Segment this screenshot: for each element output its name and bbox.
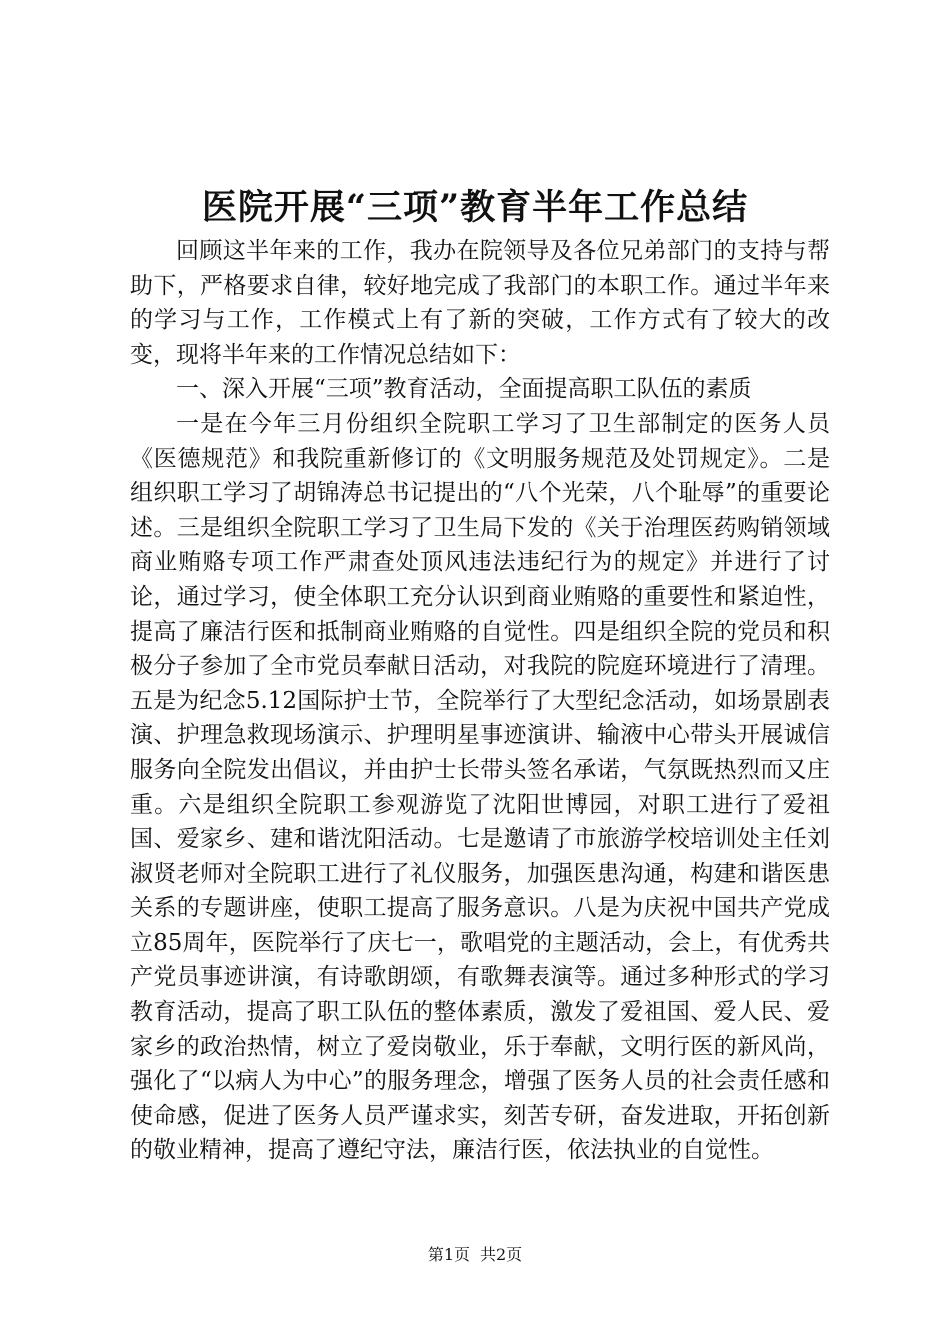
page-footer	[0, 1245, 950, 1265]
document-title: 医院开展“三项”教育半年工作总结	[201, 187, 749, 228]
paragraph-intro: 回顾这半年来的工作，我办在院领导及各位兄弟部门的支持与帮助下，严格要求自律，较好地完成了我部门的本职工作。通过半年来的学习与工作，工作模式上有了新的突破，工作方式有了较大的改变，现将半年来的工作情况总结如下：	[130, 238, 830, 368]
paragraph-section-heading: 一、深入开展“三项”教育活动，全面提高职工队伍的素质	[176, 376, 752, 403]
page-number-total: 共2页	[480, 1245, 523, 1264]
page-number-current: 第1页	[427, 1245, 470, 1264]
paragraph-activities: 一是在今年三月份组织全院职工学习了卫生部制定的医务人员《医德规范》和我院重新修订的《文明服务规范及处罚规定》。二是组织职工学习了胡锦涛总书记提出的“八个光荣，八个耻辱”的重要论述。三是组织全院职工学习了卫生局下发的《关于治理医药购销领域商业贿赂专项工作严肃查处顶风违法违纪行为的规定》并进行了讨论，通过学习，使全体职工充分认识到商业贿赂的重要性和紧迫性，提高了廉洁行医和抵制商业贿赂的自觉性。四是组织全院的党员和积极分子参加了全市党员奉献日活动，对我院的院庭环境进行了清理。五是为纪念5.12国际护士节，全院举行了大型纪念活动，如场景剧表演、护理急救现场演示、护理明星事迹演讲、输液中心带头开展诚信服务向全院发出倡议，并由护士长带头签名承诺，气氛既热烈而又庄重。六是组织全院职工参观游览了沈阳世博园，对职工进行了爱祖国、爱家乡、建和谐沈阳活动。七是邀请了市旅游学校培训处主任刘淑贤老师对全院职工进行了礼仪服务，加强医患沟通，构建和谐医患关系的专题讲座，使职工提高了服务意识。八是为庆祝中国共产党成立85周年，医院举行了庆七一，歌唱党的主题活动，会上，有优秀共产党员事迹讲演，有诗歌朗颂，有歌舞表演等。通过多种形式的学习教育活动，提高了职工队伍的整体素质，激发了爱祖国、爱人民、爱家乡的政治热情，树立了爱岗敬业，乐于奉献，文明行医的新风尚，强化了“以病人为中心”的服务理念，增强了医务人员的社会责任感和使命感，促进了医务人员严谨求实，刻苦专研，奋发进取，开拓创新的敬业精神，提高了遵纪守法，廉洁行医，依法执业的自觉性。	[130, 410, 830, 1164]
document-body	[130, 234, 830, 1168]
